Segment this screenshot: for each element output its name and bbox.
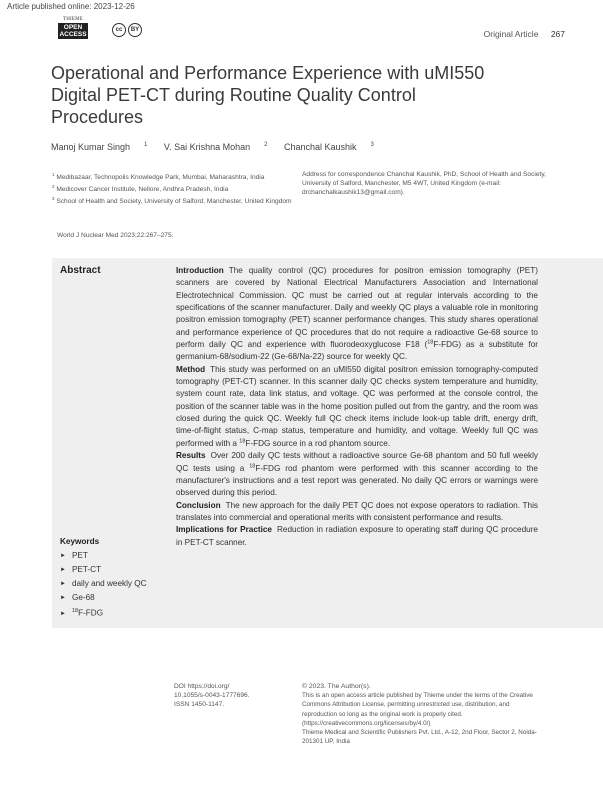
affiliation: $^2$ Medicover Cancer Institute, Nellore, Andhra Pradesh, India [52, 184, 229, 194]
abstract-body [176, 265, 538, 549]
published-date: Article published online: 2023-12-26 [7, 2, 135, 11]
keyword-item[interactable]: ► Ge-68 [60, 591, 147, 605]
abstract-heading: Abstract [60, 265, 101, 276]
affiliation: $^3$ School of Health and Society, University of Salford, Manchester, United Kingdom [52, 196, 292, 206]
keywords-list [60, 535, 147, 621]
article-title: Operational and Performance Experience with uMI550 Digital PET-CT during Routine Quality Control Procedures [51, 63, 485, 127]
abstract-results: Results Over 200 daily QC tests without a radioactive source Ge-68 phantom and 50 full weekly QC tests using a $^{18}$F-FDG rod phantom were performed with this scanner according to the manufacturer's instructions and a test report was generated. No daily QC errors or warnings were observed during this period. [176, 451, 538, 498]
author[interactable]: Chanchal Kaushik $^3$ [284, 142, 374, 152]
cc-license-icons [112, 23, 142, 37]
open-access-text-1: OPEN [63, 24, 83, 31]
author[interactable]: Manoj Kumar Singh $^1$ [51, 142, 148, 152]
abstract-conclusion: Conclusion The new approach for the daily PET QC does not expose operators to radiation. This translates into commercial and operational merits with consistent performance and results. [176, 500, 538, 522]
abstract-panel [52, 258, 603, 628]
running-header [484, 29, 565, 39]
open-access-badge [58, 23, 88, 39]
abstract-method: Method This study was performed on an uMI550 digital positron emission tomography-computed tomography (PET-CT) scanner. In this scanner daily QC checks system temperature and humidity, system count rate, data link status, and voltage. QC was performed at the console control, the position of the scanner table was in the home position pulled out from the gantry, and the room was closed during the quick QC. Weekly full QC check items include look-up table drift, energy drift, time-of-flight status, C-map status, temperature and humidity, and voltage. Weekly full QC was performed with a $^{18}$F-FDG source in a rod phantom source. [176, 364, 538, 448]
journal-citation: World J Nuclear Med 2023;22:267–275. [57, 232, 174, 239]
doi-link[interactable]: DOI https://doi.org/ [174, 683, 230, 690]
issn: ISSN 1450-1147. [174, 701, 225, 709]
author[interactable]: V. Sai Krishna Mohan $^2$ [163, 142, 268, 152]
page-number: 267 [550, 29, 565, 39]
license-text: This is an open access article published by Thieme under the terms of the Creative Commons Attribution License, permitting unrestricted use, distribution, and reproduction so long as the original work is properly cited. (https://creativecommons.org/licenses/by/4.0/) [302, 692, 533, 727]
open-access-text-2: ACCESS [59, 31, 87, 38]
affiliation: $^1$ Medibazaar, Technopolis Knowledge Park, Mumbai, Maharashtra, India [52, 172, 265, 182]
doi-block [174, 682, 250, 710]
affiliations [52, 170, 307, 207]
correspondence-address: Address for correspondence Chanchal Kaushik, PhD, School of Health and Society, University of Salford, Manchester, M5 4WT, United Kingdom (e-mail: drchanchalkaushik13@gmail.com). [302, 171, 546, 196]
keywords-heading: Keywords [60, 537, 100, 546]
copyright-block [302, 682, 542, 746]
abstract-implications: Implications for Practice Reduction in radiation exposure to operating staff during QC procedure in PET-CT scanner. [176, 525, 538, 547]
abstract-introduction: Introduction The quality control (QC) procedures for positron emission tomography (PET) scanners are covered by National Electrical Manufacturers Association and International Electrotechnical Commission. QC must be carried out at regular intervals according to the specifications of the scanner manufacturer. Daily and weekly QC plays a valuable role in monitoring positron emission tomography (PET) scanner performance changes. This study shares operational and performance experience of QC procedures that do not require a radioactive Ge-68 source to perform daily QC and experience with fluorodeoxyglucose F18 ($^{18}$F-FDG) as a substitute for germanium-68/sodium-22 (Ge-68/Na-22) source for weekly QC. [176, 266, 538, 362]
by-icon: BY [128, 23, 142, 37]
thieme-open-access-logo [58, 17, 88, 45]
copyright-line: © 2023. The Author(s). [302, 683, 371, 690]
doi-link-cont[interactable]: 10.1055/s-0043-1777696. [174, 692, 250, 700]
keyword-item[interactable]: ► daily and weekly QC [60, 577, 147, 591]
cc-icon: cc [112, 23, 126, 37]
publisher-address: Thieme Medical and Scientific Publishers Pvt. Ltd., A-12, 2nd Floor, Sector 2, Noida-201301 UP, India [302, 729, 537, 746]
keyword-item[interactable]: ► PET [60, 549, 147, 563]
keyword-item[interactable]: ► $^{18}$F-FDG [60, 605, 147, 621]
publisher-name: THIEME [62, 17, 84, 22]
article-type: Original Article [483, 29, 539, 39]
author-list [51, 142, 388, 152]
keyword-item[interactable]: ► PET-CT [60, 563, 147, 577]
